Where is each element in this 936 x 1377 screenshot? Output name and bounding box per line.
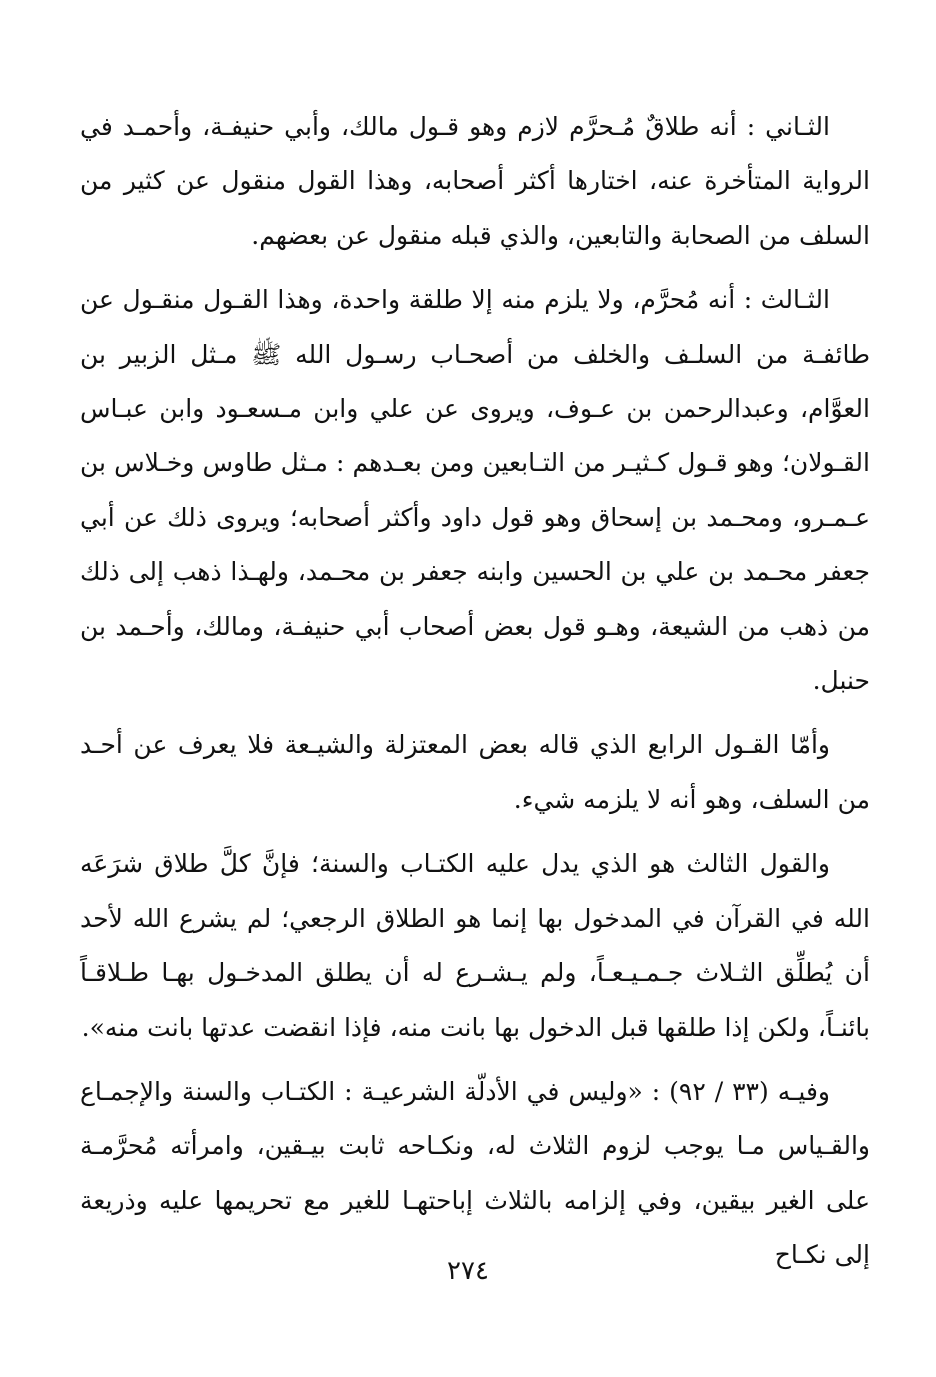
page-body bbox=[80, 100, 870, 1293]
paragraph-third-opinion: الثـالث : أنه مُحرَّم، ولا يلزم منه إلا طلقة واحدة، وهذا القـول منقـول عن طائفـة من السلـف والخلف من أصحـاب رسـول الله ﷺ مـثل الزبير بن العوَّام، وعبدالرحمن بن عـوف، ويروى عن علي وابن مـسعـود وابن عبـاس القـولان؛ وهو قـول كـثيـر من التـابعين ومن بعـدهم : مـثل طاوس وخـلاس بن عـمـرو، ومحـمد بن إسحاق وهو قول داود وأكثر أصحابه؛ ويروى ذلك عن أبي جعفر محـمد بن علي بن الحسين وابنه جعفر بن محـمد، ولهـذا ذهب إلى ذلك من ذهب من الشيعة، وهـو قول بعض أصحاب أبي حنيفـة، ومالك، وأحـمد بن حنبل. bbox=[80, 285, 870, 696]
paragraph-third-opinion-evidence: والقول الثالث هو الذي يدل عليه الكتـاب والسنة؛ فإنَّ كلَّ طلاق شرَعَه الله في القرآن في المدخول بها إنما هو الطلاق الرجعي؛ لم يشرع الله لأحد أن يُطلِّق الثـلاث جـمـيـعـاً، ولم يـشـرع له أن يطلق المدخـول بهـا طـلاقـاً بائنـاً، ولكن إذا طلقها قبل الدخول بها بانت منه، فإذا انقضت عدتها بانت منه». bbox=[80, 849, 870, 1042]
paragraph-second-opinion: الثـاني : أنه طلاقٌ مُـحرَّم لازم وهو قـول مالك، وأبي حنيفـة، وأحمـد في الرواية المتأخرة عنه، اختارها أكثر أصحابه، وهذا القول منقول عن كثير من السلف من الصحابة والتابعين، والذي قبله منقول عن بعضهم. bbox=[80, 112, 870, 250]
page-number: ٢٧٤ bbox=[447, 1256, 489, 1286]
paragraph-quotation: وفيـه (٣٣ / ٩٢) : «وليس في الأدلّة الشرعيـة : الكتـاب والسنة والإجمـاع والقـياس مـا يوجب لزوم الثلاث له، ونكـاحه ثابت بيـقين، وامرأته مُحرَّمـة على الغير بيقين، وفي إلزامه بالثلاث إباحتهـا للغير مع تحريمها عليه وذريعة إلى نكـاح bbox=[80, 1076, 870, 1270]
paragraph-fourth-opinion: وأمّا القـول الرابع الذي قاله بعض المعتزلة والشيـعة فلا يعرف عن أحـد من السلف، وهو أنه لا يلزمه شيء. bbox=[80, 730, 870, 814]
